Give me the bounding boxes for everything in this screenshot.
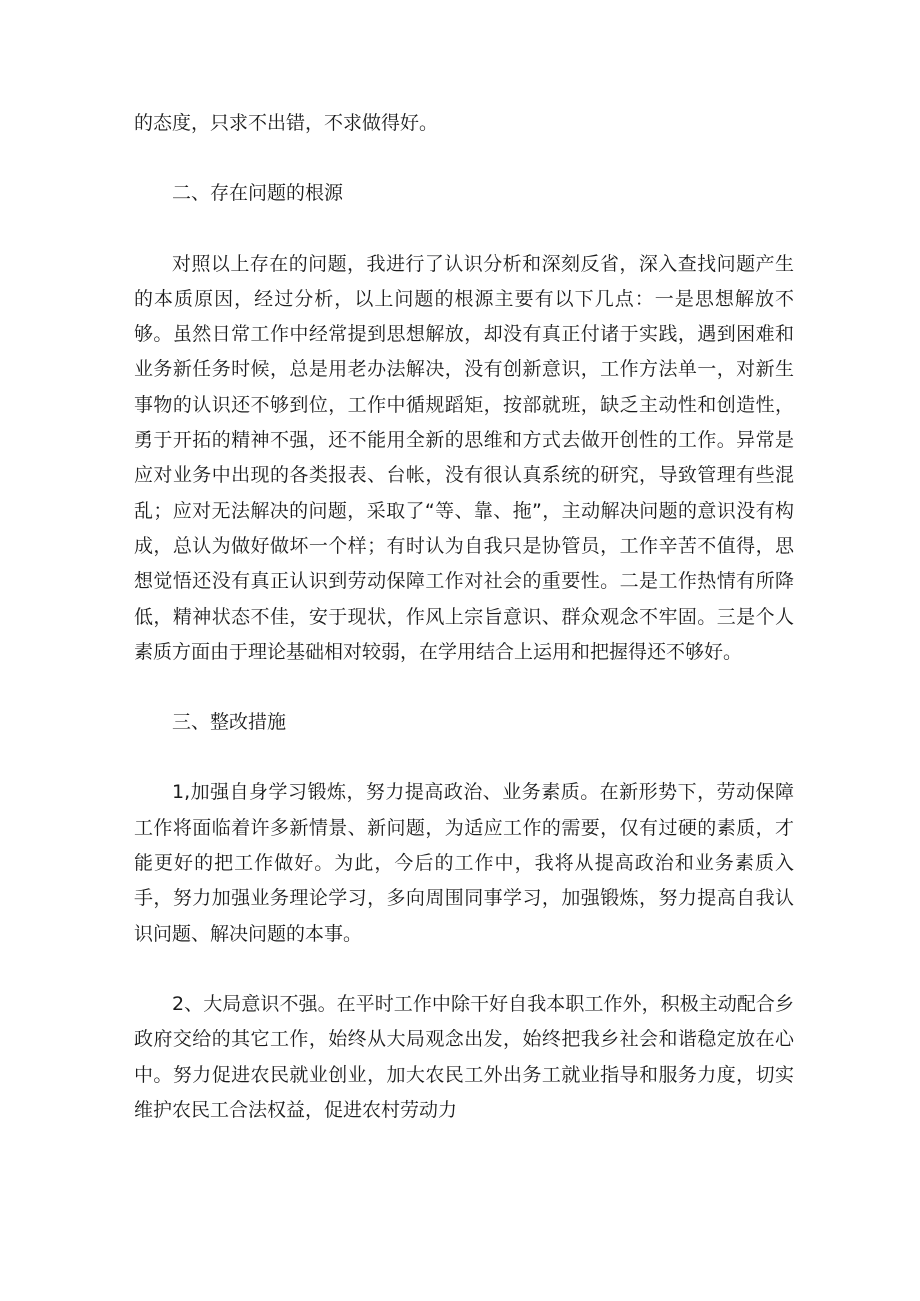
paragraph-measure-2: 2、大局意识不强。在平时工作中除干好自我本职工作外，积极主动配合乡政府交给的其它工作，始终从大局观念出发，始终把我乡社会和谐稳定放在心中。努力促进农民就业创业，加大农民工外出务工就业指导和服务力度，切实维护农民工合法权益，促进农村劳动力 [134, 992, 794, 1121]
section-heading-root-causes: 二、存在问题的根源 [172, 182, 344, 205]
paragraph-measure-1: 1,加强自身学习锻炼，努力提高政治、业务素质。在新形势下，劳动保障工作将面临着许多新情景、新问题，为适应工作的需要，仅有过硬的素质，才能更好的把工作做好。为此，今后的工作中，我将从提高政治和业务素质入手，努力加强业务理论学习，多向周围同事学习，加强锻炼，努力提高自我认识问题、解决问题的本事。 [134, 781, 794, 945]
document-page [134, 106, 794, 1163]
section-heading-measures: 三、整改措施 [172, 711, 287, 734]
paragraph-root-causes: 对照以上存在的问题，我进行了认识分析和深刻反省，深入查找问题产生的本质原因，经过分析，以上问题的根源主要有以下几点：一是思想解放不够。虽然日常工作中经常提到思想解放，却没有真正付诸于实践，遇到困难和业务新任务时候，总是用老办法解决，没有创新意识，工作方法单一，对新生事物的认识还不够到位，工作中循规蹈矩，按部就班，缺乏主动性和创造性，勇于开拓的精神不强，还不能用全新的思维和方式去做开创性的工作。异常是应对业务中出现的各类报表、台帐，没有很认真系统的研究，导致管理有些混乱；应对无法解决的问题，采取了“等、靠、拖”，主动解决问题的意识没有构成，总认为做好做坏一个样；有时认为自我只是协管员，工作辛苦不值得，思想觉悟还没有真正认识到劳动保障工作对社会的重要性。二是工作热情有所降低，精神状态不佳，安于现状，作风上宗旨意识、群众观念不牢固。三是个人素质方面由于理论基础相对较弱，在学用结合上运用和把握得还不够好。 [134, 252, 794, 663]
paragraph-continuation: 的态度，只求不出错，不求做得好。 [134, 112, 439, 134]
